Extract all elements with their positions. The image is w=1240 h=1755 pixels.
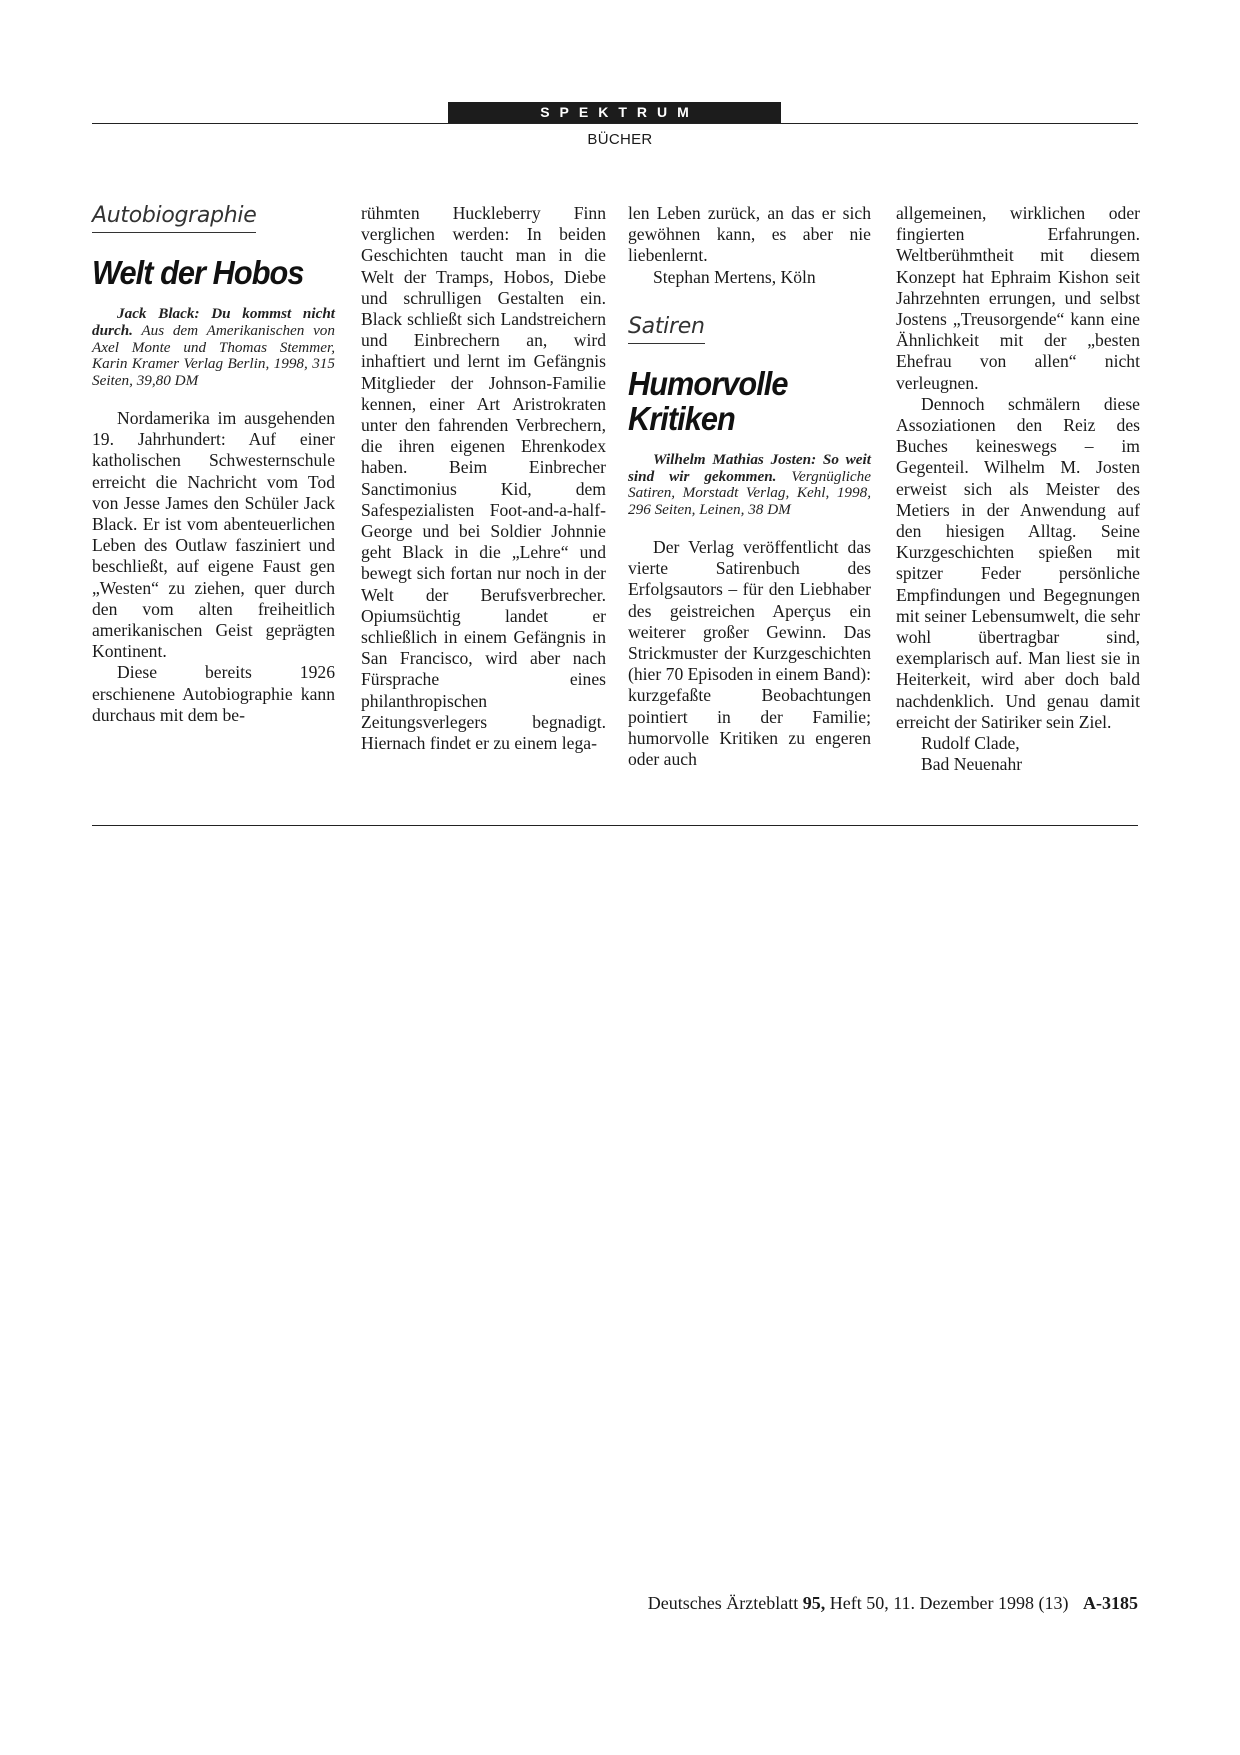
page-footer (648, 1593, 1138, 1614)
header-rule (92, 123, 1138, 124)
article2-paragraph-1-continued: allgemeinen, wirklichen oder fingierten Erfahrungen. Weltberühmtheit mit diesem Konzept hat Ephraim Kishon seit Jahrzehnten errungen, und selbst Jostens „Treusorgende“ kann eine Ähnlichkeit mit der „besten Ehefrau von allen“ nicht verleugnen. (896, 203, 1140, 393)
article1-book-author-title: Jack Black: Du kommst nicht durch. (92, 305, 335, 339)
page-number: A-3185 (1083, 1593, 1138, 1613)
footer-rule (92, 825, 1138, 826)
article2-paragraph-1: Der Verlag veröffentlicht das vierte Satirenbuch des Erfolgsautors – für den Liebhaber des geistreichen Aperçus ein weiterer großer Gewinn. Das Strickmuster der Kurzgeschichten (hier 70 Episoden in einem Band): kurzgefaßte Beobachtungen pointiert in der Familie; humorvolle Kritiken zu engeren oder auch (628, 537, 871, 770)
article2-headline: Humorvolle Kritiken (628, 364, 788, 437)
article2-book-author-title: Wilhelm Mathias Josten: So weit sind wir gekommen. (628, 450, 871, 485)
article2-book-details: Vergnügliche Satiren, Morstadt Verlag, Kehl, 1998, 296 Seiten, Leinen, 38 DM (628, 467, 871, 519)
article1-paragraph-2-end: len Leben zurück, an das er sich gewöhnen kann, es aber nie liebenlernt. (628, 203, 871, 266)
article1-paragraph-2-continued: rühmten Huckleberry Finn verglichen werden: In beiden Geschichten taucht man in die Welt der Tramps, Hobos, Diebe und schrulligen Gestalten ein. Black schließt sich Landstreichern und Einbrechern an, wird inhaftiert und lernt im Gefängnis Mitglieder der Johnson-Familie kennen, einer Art Aristrokraten unter den fahrenden Verbrechern, die ihren eigenen Ehrenkodex haben. Beim Einbrecher Sanctimonius Kid, dem Safespezialisten Foot-and-a-half-George und bei Soldier Johnnie geht Black in die „Lehre“ und bewegt sich fortan nur noch in der Welt der Berufsverbrecher. Opiumsüchtig landet er schließlich in einem Gefängnis in San Francisco, wird aber nach Fürsprache eines philanthropischen Zeitungsverlegers begnadigt. Hiernach findet er zu einem lega- (361, 203, 606, 754)
column-4 (896, 203, 1140, 775)
article1-kicker: Autobiographie (92, 203, 256, 233)
article1-paragraph-2: Diese bereits 1926 erschienene Autobiographie kann durchaus mit dem be- (92, 662, 335, 725)
article2-signature-name: Rudolf Clade, (921, 733, 1020, 754)
column-2 (361, 203, 606, 754)
article1-signature: Stephan Mertens, Köln (653, 266, 816, 287)
journal-issue: Heft 50, 11. Dezember 1998 (13) (829, 1593, 1069, 1613)
article1-paragraph-1: Nordamerika im ausgehenden 19. Jahrhundert: Auf einer katholischen Schwesternschule erreicht die Nachricht vom Tod von Jesse James den Schüler Jack Black. Er ist vom abenteuerlichen Leben des Outlaw fasziniert und beschließt, auf eigene Faust gen „Westen“ zu ziehen, quer durch den vom alten freiheitlich amerikanischen Geist geprägten Kontinent. (92, 407, 335, 662)
section-label: SPEKTRUM (448, 102, 781, 123)
article2-kicker: Satiren (628, 314, 705, 344)
column-3 (628, 203, 871, 770)
journal-name: Deutsches Ärzteblatt (647, 1593, 799, 1613)
article1-book-info (92, 306, 335, 390)
article2-signature-place: Bad Neuenahr (921, 754, 1023, 775)
journal-volume: 95, (802, 1593, 826, 1613)
subsection-label: BÜCHER (587, 131, 653, 148)
article1-book-details: Aus dem Amerikanischen von Axel Monte und Thomas Stemmer, Karin Kramer Verlag Berlin, 1998, 315 Seiten, 39,80 DM (92, 321, 335, 390)
column-1 (92, 203, 335, 726)
article2-book-info (628, 452, 871, 519)
article1-headline: Welt der Hobos (92, 254, 304, 291)
article2-paragraph-2: Dennoch schmälern diese Assoziationen den Reiz des Buches keineswegs – im Gegenteil. Wilhelm M. Josten erweist sich als Meister des Metiers in der Anwendung auf den hiesigen Alltag. Seine Kurzgeschichten spießen mit spitzer Feder persönliche Empfindungen und Begegnungen mit seiner Lebensumwelt, die sehr wohl übertragbar sind, exemplarisch auf. Man liest sie in Heiterkeit, wird aber doch bald nachdenklich. Und genau damit erreicht der Satiriker sein Ziel. (896, 393, 1140, 732)
